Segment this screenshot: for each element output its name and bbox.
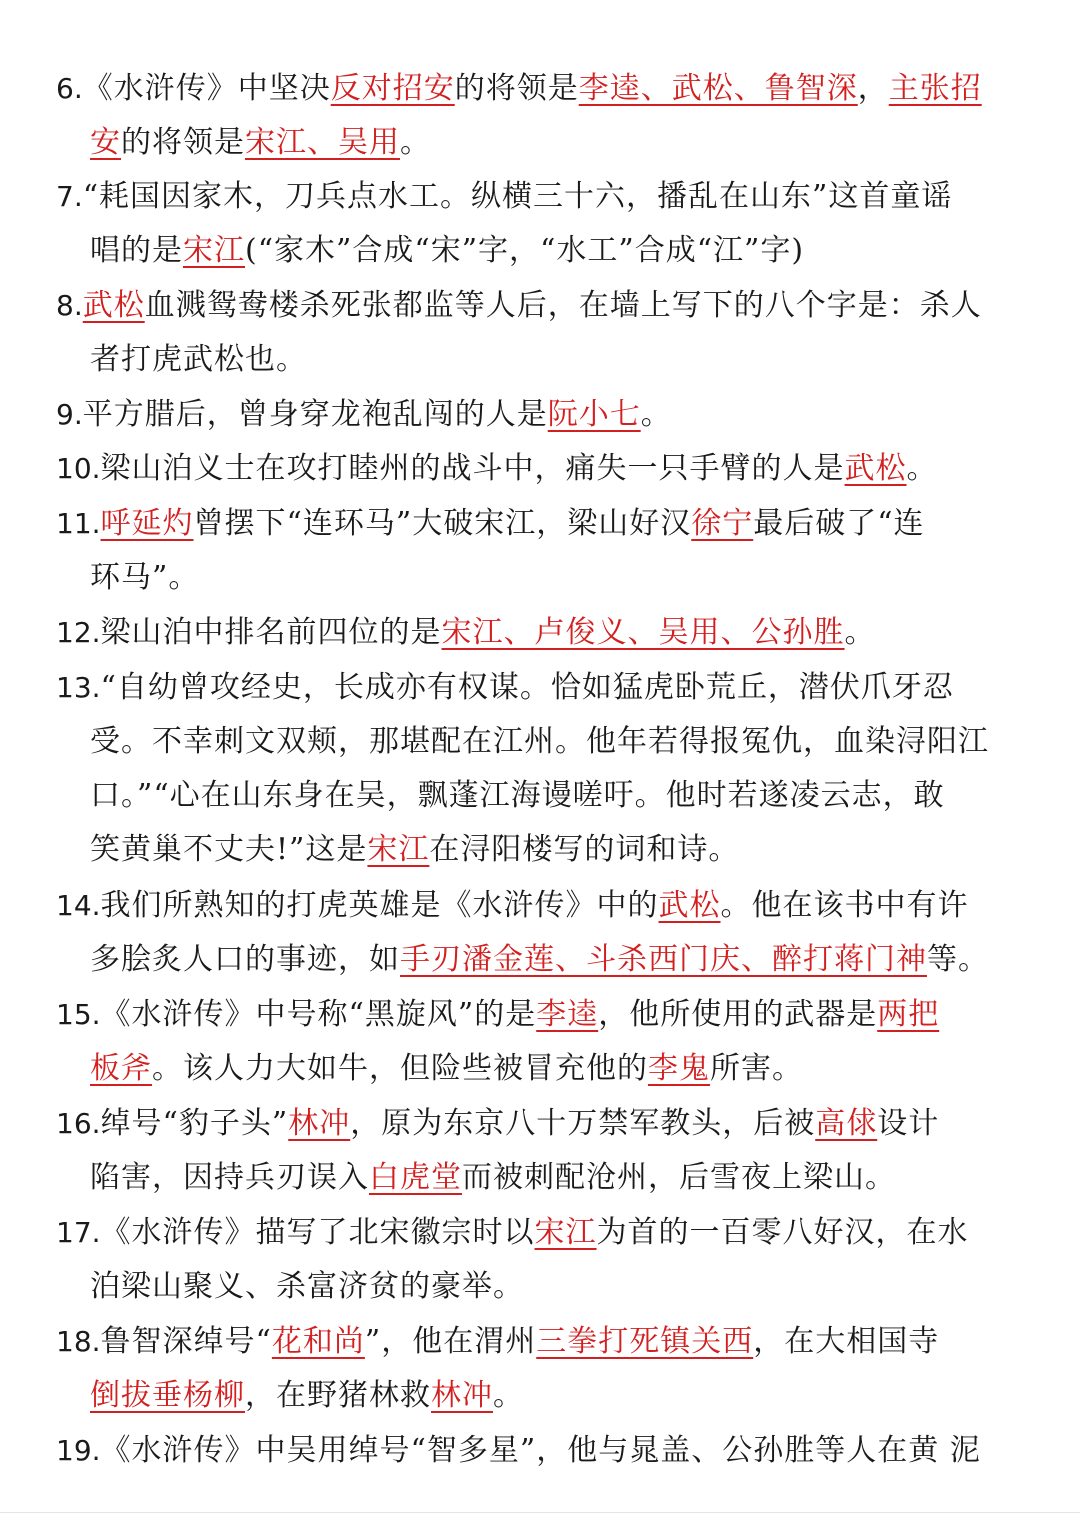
text: ， [857, 71, 889, 106]
item-number: 8. [56, 289, 83, 322]
item-number: 18. [56, 1325, 101, 1358]
line-continuation [56, 1151, 1028, 1205]
text: 我们所熟知的打虎英雄是《水浒传》中的 [100, 888, 659, 923]
text: 。 [493, 1378, 524, 1413]
answer: 武松 [844, 451, 907, 486]
text: ”，他在渭州 [364, 1324, 537, 1359]
text: 多脍炙人口的事迹，如 [90, 942, 400, 977]
item-number: 15. [56, 998, 101, 1031]
text: 绰号“豹子头” [100, 1106, 289, 1141]
item-number: 9. [56, 398, 83, 431]
answer: 手刃潘金莲、斗杀西门庆、醉打蒋门神 [400, 942, 927, 977]
text: “耗国因家木，刀兵点水工。纵横三十六，播乱在山东”这首童谣 [82, 179, 953, 214]
item-number: 14. [56, 889, 101, 922]
text: 设计 [877, 1106, 940, 1141]
answer: 林冲 [431, 1378, 493, 1413]
answer: 高俅 [815, 1106, 878, 1141]
item-number: 16. [56, 1107, 101, 1140]
list-item-6 [56, 62, 1028, 170]
list-item-10 [56, 442, 1028, 496]
text: 环马”。 [90, 560, 200, 595]
answer: 阮小七 [547, 397, 641, 432]
answer: 李鬼 [648, 1051, 710, 1086]
text: 《水浒传》中吴用绰号“智多星”，他与晁盖、公孙胜等人在黄 泥 [100, 1433, 981, 1468]
line-continuation [56, 769, 1028, 823]
text: 所害。 [710, 1051, 803, 1086]
text: (“家木”合成“宋”字，“水工”合成“江”字) [245, 233, 805, 268]
text: 泊梁山聚义、杀富济贫的豪举。 [90, 1269, 524, 1304]
line-continuation [56, 224, 1028, 278]
text: 受。不幸刺文双颊，那堪配在江州。他年若得报冤仇，血染浔阳江 [90, 724, 989, 759]
text: 。 [844, 615, 876, 650]
text: 梁山泊义士在攻打睦州的战斗中，痛失一只手臂的人是 [100, 451, 845, 486]
list-item-12 [56, 606, 1028, 660]
list-item-16 [56, 1097, 1028, 1205]
answer: 李逵 [536, 997, 599, 1032]
text: 口。”“心在山东身在吴，飘蓬江海谩嗟吁。他时若遂凌云志，敢 [90, 778, 945, 813]
text: 陷害，因持兵刃误入 [90, 1160, 369, 1195]
list-item-8 [56, 279, 1028, 387]
answer: 三拳打死镇关西 [536, 1324, 754, 1359]
answer: 倒拔垂杨柳 [90, 1378, 245, 1413]
line-continuation [56, 551, 1028, 605]
text: 。 [400, 125, 431, 160]
text: 为首的一百零八好汉，在水 [596, 1215, 969, 1250]
answer: 呼延灼 [100, 506, 194, 541]
text: ，在野猪林救 [245, 1378, 431, 1413]
line-continuation [56, 933, 1028, 987]
text: 笑黄巢不丈夫!”这是 [90, 832, 368, 867]
text: 而被刺配沧州，后雪夜上梁山。 [462, 1160, 896, 1195]
text: 的将领是 [121, 125, 245, 160]
list-item-7 [56, 170, 1028, 278]
item-number: 19. [56, 1434, 101, 1467]
line-continuation [56, 715, 1028, 769]
text: 平方腊后，曾身穿龙袍乱闯的人是 [82, 397, 548, 432]
list-item-9 [56, 388, 1028, 442]
text: 。他在该书中有许 [720, 888, 969, 923]
answer: 武松 [82, 288, 145, 323]
item-number: 7. [56, 180, 83, 213]
item-number: 10. [56, 452, 101, 485]
answer: 安 [90, 125, 121, 160]
text: 的将领是 [454, 71, 579, 106]
text: 《水浒传》中号称“黑旋风”的是 [100, 997, 537, 1032]
text: 最后破了“连 [753, 506, 925, 541]
item-number: 6. [56, 72, 83, 105]
answer: 花和尚 [271, 1324, 365, 1359]
text: 。 [640, 397, 672, 432]
line-continuation [56, 116, 1028, 170]
list-item-11 [56, 497, 1028, 605]
text: 唱的是 [90, 233, 183, 268]
text: 在浔阳楼写的词和诗。 [429, 832, 740, 867]
list-item-17 [56, 1206, 1028, 1314]
answer: 白虎堂 [369, 1160, 462, 1195]
list-item-15 [56, 988, 1028, 1096]
answer: 两把 [877, 997, 940, 1032]
text: 《水浒传》描写了北宋徽宗时以 [100, 1215, 535, 1250]
text: 。 [906, 451, 938, 486]
text: 梁山泊中排名前四位的是 [100, 615, 442, 650]
answer: 宋江 [534, 1215, 597, 1250]
item-number: 12. [56, 616, 101, 649]
answer: 板斧 [90, 1051, 152, 1086]
text: 鲁智深绰号“ [100, 1324, 272, 1359]
text: 。该人力大如牛，但险些被冒充他的 [152, 1051, 648, 1086]
answer: 徐宁 [691, 506, 754, 541]
answer: 林冲 [288, 1106, 351, 1141]
item-number: 17. [56, 1216, 101, 1249]
item-number: 13. [56, 671, 101, 704]
text: 《水浒传》中坚决 [82, 71, 331, 106]
line-continuation [56, 1260, 1028, 1314]
list-item-14 [56, 879, 1028, 987]
text: 者打虎武松也。 [90, 342, 307, 377]
list-item-18 [56, 1315, 1028, 1423]
answer: 武松 [658, 888, 721, 923]
text: ，原为东京八十万禁军教头，后被 [350, 1106, 816, 1141]
text: 曾摆下“连环马”大破宋江，梁山好汉 [193, 506, 692, 541]
text: ，他所使用的武器是 [598, 997, 878, 1032]
page-bottom-divider [0, 1512, 1080, 1513]
list-item-13 [56, 661, 1028, 877]
answer: 李逵、武松、鲁智深 [578, 71, 858, 106]
answer: 宋江、吴用 [245, 125, 400, 160]
line-continuation [56, 1042, 1028, 1096]
item-number: 11. [56, 507, 101, 540]
text: 血溅鸳鸯楼杀死张都监等人后，在墙上写下的八个字是：杀人 [144, 288, 982, 323]
line-continuation [56, 823, 1028, 877]
answer: 宋江 [183, 233, 245, 268]
line-continuation [56, 333, 1028, 387]
text: ，在大相国寺 [753, 1324, 940, 1359]
list-item-19 [56, 1424, 1028, 1478]
line-continuation [56, 1369, 1028, 1423]
text: 等。 [927, 942, 989, 977]
answer: 反对招安 [330, 71, 455, 106]
text: “自幼曾攻经史，长成亦有权谋。恰如猛虎卧荒丘，潜伏爪牙忍 [100, 670, 954, 705]
answer: 宋江 [367, 832, 430, 867]
answer: 宋江、卢俊义、吴用、公孙胜 [441, 615, 845, 650]
answer: 主张招 [888, 71, 982, 106]
